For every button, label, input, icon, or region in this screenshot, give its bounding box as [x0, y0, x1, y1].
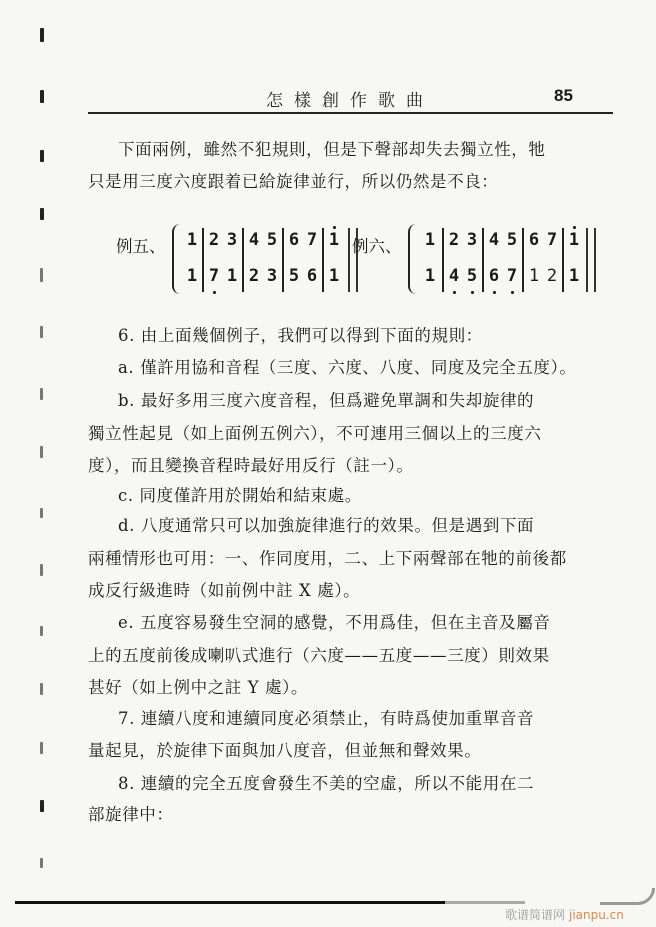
note: 7 [306, 230, 318, 250]
paragraph-line: 下面兩例，雖然不犯規則，但是下聲部却失去獨立性，牠 [118, 140, 546, 159]
example-label: 例五、 [116, 237, 166, 256]
note: 1 [568, 266, 580, 286]
note: 3 [226, 230, 238, 250]
note: 5 [506, 230, 518, 250]
binding-mark [40, 90, 44, 103]
watermark [505, 906, 624, 923]
note-high-octave: 1 [568, 230, 580, 250]
note: 3 [266, 266, 278, 286]
rule-7-line-2: 量起見，於旋律下面與加八度音，但並無和聲效果。 [88, 741, 482, 760]
example-six [352, 222, 592, 298]
bar-line [442, 228, 444, 292]
note: 6 [528, 230, 540, 250]
rule-e-line-2: 上的五度前後成喇叭式進行（六度——五度——三度）則效果 [88, 646, 550, 665]
binding-mark [40, 326, 43, 338]
binding-mark [40, 208, 44, 220]
bar-line [562, 228, 564, 292]
rule-heading-6: 6. 由上面幾個例子，我們可以得到下面的規則： [118, 326, 483, 345]
note: 2 [208, 230, 220, 250]
binding-mark [40, 800, 44, 812]
rule-8-line-2: 部旋律中： [88, 805, 174, 824]
note: 1 [186, 266, 198, 286]
note-low-octave: 5 [466, 266, 478, 286]
note: 4 [248, 230, 260, 250]
binding-mark [40, 388, 43, 400]
note: 7 [208, 266, 220, 286]
note-low-octave: 6 [488, 266, 500, 286]
watermark-text: 歌谱简谱网 [505, 908, 566, 922]
rule-b-line-2: 獨立性起見（如上面例五例六），不可連用三個以上的三度六 [88, 424, 542, 443]
rule-e-line-1: e. 五度容易發生空洞的感覺，不用爲佳，但在主音及屬音 [118, 613, 551, 632]
note: 2 [546, 266, 558, 286]
header-rule [88, 112, 613, 114]
bar-line [482, 228, 484, 292]
staff-brace [408, 224, 418, 294]
bar-line [522, 228, 524, 292]
note: 1 [424, 230, 436, 250]
note: 5 [288, 266, 300, 286]
bar-line [282, 228, 284, 292]
binding-mark [40, 28, 44, 42]
final-bar-line [586, 228, 596, 292]
binding-mark [40, 626, 43, 636]
note-high-octave: 1 [328, 230, 340, 250]
page-number: 85 [554, 86, 573, 105]
rule-d-line-3: 成反行級進時（如前例中註 X 處）。 [88, 581, 361, 600]
binding-mark [40, 446, 43, 458]
binding-mark [40, 858, 43, 868]
example-label: 例六、 [352, 237, 402, 256]
watermark-site: jianpu.cn [569, 908, 624, 922]
note: 1 [226, 266, 238, 286]
note: 5 [266, 230, 278, 250]
example-five [116, 222, 346, 298]
note: 1 [328, 266, 340, 286]
rule-b-line-1: b. 最好多用三度六度音程，但爲避免單調和失却旋律的 [118, 391, 535, 410]
bar-line [242, 228, 244, 292]
rule-a: a. 僅許用協和音程（三度、六度、八度、同度及完全五度）。 [118, 358, 577, 377]
rule-b-line-3: 度），而且變換音程時最好用反行（註一）。 [88, 456, 414, 475]
binding-mark [40, 150, 44, 162]
rule-d-line-1: d. 八度通常只可以加強旋律進行的效果。但是遇到下面 [118, 516, 535, 535]
paragraph-line: 只是用三度六度跟着已給旋律並行，所以仍然是不良： [88, 172, 499, 191]
footer-rule [15, 901, 445, 904]
rule-d-line-2: 兩種情形也可用：一、作同度用，二、上下兩聲部在牠的前後都 [88, 549, 567, 568]
note: 2 [448, 230, 460, 250]
rule-7-line-1: 7. 連續八度和連續同度必須禁止，有時爲使加重單音音 [118, 709, 535, 728]
note: 2 [248, 266, 260, 286]
binding-mark [40, 508, 43, 518]
note: 1 [424, 266, 436, 286]
binding-mark [40, 268, 43, 282]
binding-mark [40, 683, 43, 695]
running-header-title: 怎樣創作歌曲 [266, 91, 434, 111]
page-curl [600, 888, 655, 905]
bar-line [202, 228, 204, 292]
note: 1 [528, 266, 540, 286]
footer-rule-fade [445, 901, 525, 904]
bar-line [322, 228, 324, 292]
note: 6 [288, 230, 300, 250]
note-low-octave: 7 [506, 266, 518, 286]
note: 4 [488, 230, 500, 250]
note: 7 [546, 230, 558, 250]
notation-staff [418, 222, 592, 298]
binding-mark [40, 742, 43, 754]
rule-8-line-1: 8. 連續的完全五度會發生不美的空虛，所以不能用在二 [118, 774, 535, 793]
note-low-octave: 4 [448, 266, 460, 286]
note: 1 [186, 230, 198, 250]
rule-c: c. 同度僅許用於開始和結束處。 [118, 486, 362, 505]
binding-mark [40, 564, 43, 576]
note: 3 [466, 230, 478, 250]
staff-brace [172, 224, 182, 294]
rule-e-line-3: 甚好（如上例中之註 Y 處）。 [88, 678, 309, 697]
note: 6 [306, 266, 318, 286]
notation-staff [182, 222, 352, 298]
